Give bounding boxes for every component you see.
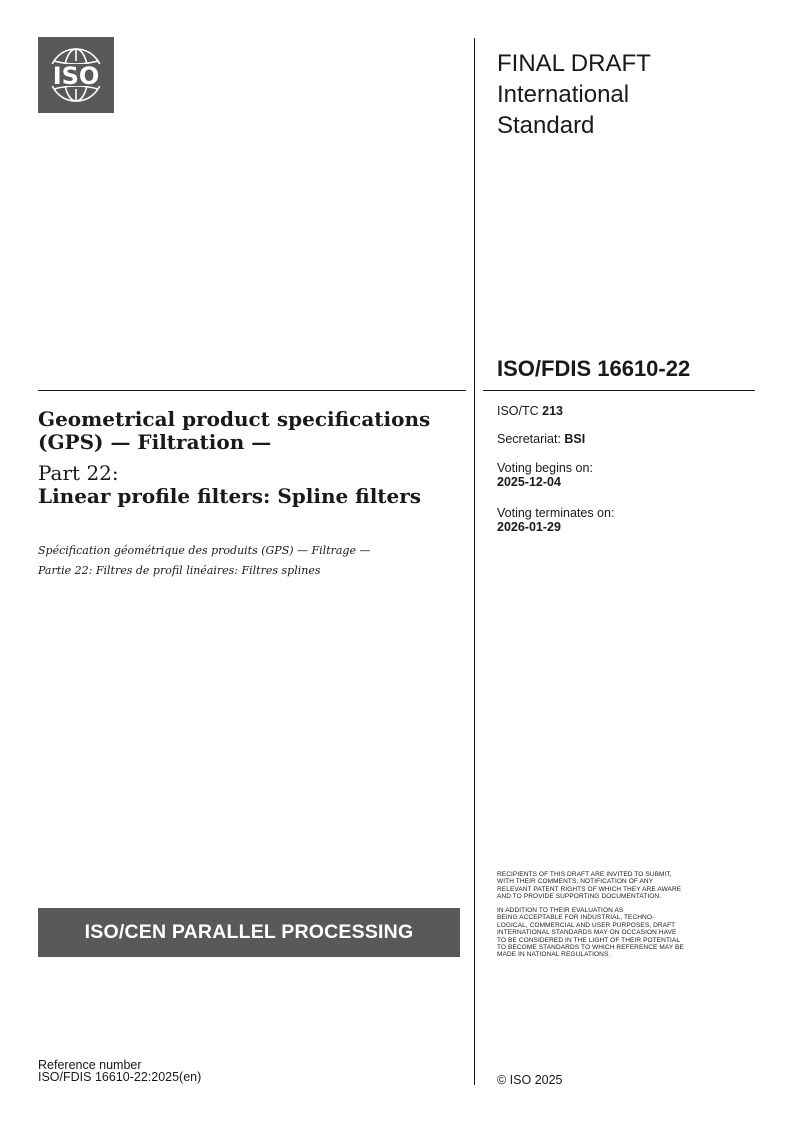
reference-value: ISO/FDIS 16610-22:2025(en) bbox=[38, 1070, 202, 1084]
technical-committee bbox=[497, 404, 563, 418]
globe-icon bbox=[38, 37, 114, 113]
notice-line: TO BECOME STANDARDS TO WHICH REFERENCE MAY BE bbox=[497, 944, 684, 952]
french-title bbox=[38, 541, 370, 581]
notice-line: BEING ACCEPTABLE FOR INDUSTRIAL, TECHNO- bbox=[497, 914, 655, 922]
notice-paragraph-1 bbox=[497, 871, 757, 901]
notice-line: WITH THEIR COMMENTS, NOTIFICATION OF ANY bbox=[497, 878, 654, 886]
notice-line: AND TO PROVIDE SUPPORTING DOCUMENTATION. bbox=[497, 893, 662, 901]
notice-line: INTERNATIONAL STANDARDS MAY ON OCCASION HAVE bbox=[497, 929, 677, 937]
copyright: © ISO 2025 bbox=[497, 1073, 563, 1087]
status-line-1: FINAL DRAFT bbox=[497, 50, 651, 77]
secretariat-label: Secretariat: bbox=[497, 432, 561, 446]
notice-line: LOGICAL, COMMERCIAL AND USER PURPOSES, DRAFT bbox=[497, 921, 676, 929]
secretariat-value: BSI bbox=[564, 432, 586, 446]
voting-terminates-date: 2026-01-29 bbox=[497, 520, 561, 534]
document-title bbox=[38, 408, 458, 508]
document-status bbox=[497, 48, 651, 141]
voting-terminates-label: Voting terminates on: bbox=[497, 506, 615, 520]
document-number: ISO/FDIS 16610-22 bbox=[497, 356, 691, 381]
left-horizontal-rule bbox=[38, 390, 466, 391]
status-line-3: Standard bbox=[497, 112, 595, 139]
notice-line: MADE IN NATIONAL REGULATIONS. bbox=[497, 951, 611, 959]
parallel-processing-banner: ISO/CEN PARALLEL PROCESSING bbox=[38, 908, 460, 957]
title-main-line-1: Geometrical product specifications bbox=[38, 407, 431, 431]
notice-line: RECIPIENTS OF THIS DRAFT ARE INVITED TO SUBMIT, bbox=[497, 871, 672, 878]
notice-line: RELEVANT PATENT RIGHTS OF WHICH THEY ARE AWARE bbox=[497, 885, 682, 893]
vertical-divider bbox=[474, 38, 475, 1085]
title-main-line-2: (GPS) — Filtration — bbox=[38, 430, 272, 454]
reference-label: Reference number bbox=[38, 1058, 142, 1072]
voting-terminates bbox=[497, 506, 614, 534]
voting-begins bbox=[497, 461, 593, 489]
title-subtitle: Linear profile filters: Spline filters bbox=[38, 484, 422, 508]
french-title-line-1: Spécification géométrique des produits (GPS) — Filtrage — bbox=[38, 544, 371, 557]
right-horizontal-rule bbox=[483, 390, 755, 391]
status-line-2: International bbox=[497, 81, 630, 108]
tc-value: 213 bbox=[542, 404, 564, 418]
voting-begins-label: Voting begins on: bbox=[497, 461, 593, 475]
notice-paragraph-2 bbox=[497, 907, 757, 959]
secretariat bbox=[497, 432, 585, 446]
reference-number bbox=[38, 1059, 201, 1083]
tc-label: ISO/TC bbox=[497, 404, 539, 418]
title-part: Part 22: bbox=[38, 461, 119, 485]
logo-text: ISO bbox=[52, 62, 100, 90]
french-title-line-2: Partie 22: Filtres de profil linéaires: Filtres splines bbox=[38, 564, 321, 577]
iso-logo bbox=[38, 37, 114, 113]
notice-line: TO BE CONSIDERED IN THE LIGHT OF THEIR POTENTIAL bbox=[497, 936, 681, 944]
notice-line: IN ADDITION TO THEIR EVALUATION AS bbox=[497, 907, 624, 914]
voting-begins-date: 2025-12-04 bbox=[497, 475, 561, 489]
